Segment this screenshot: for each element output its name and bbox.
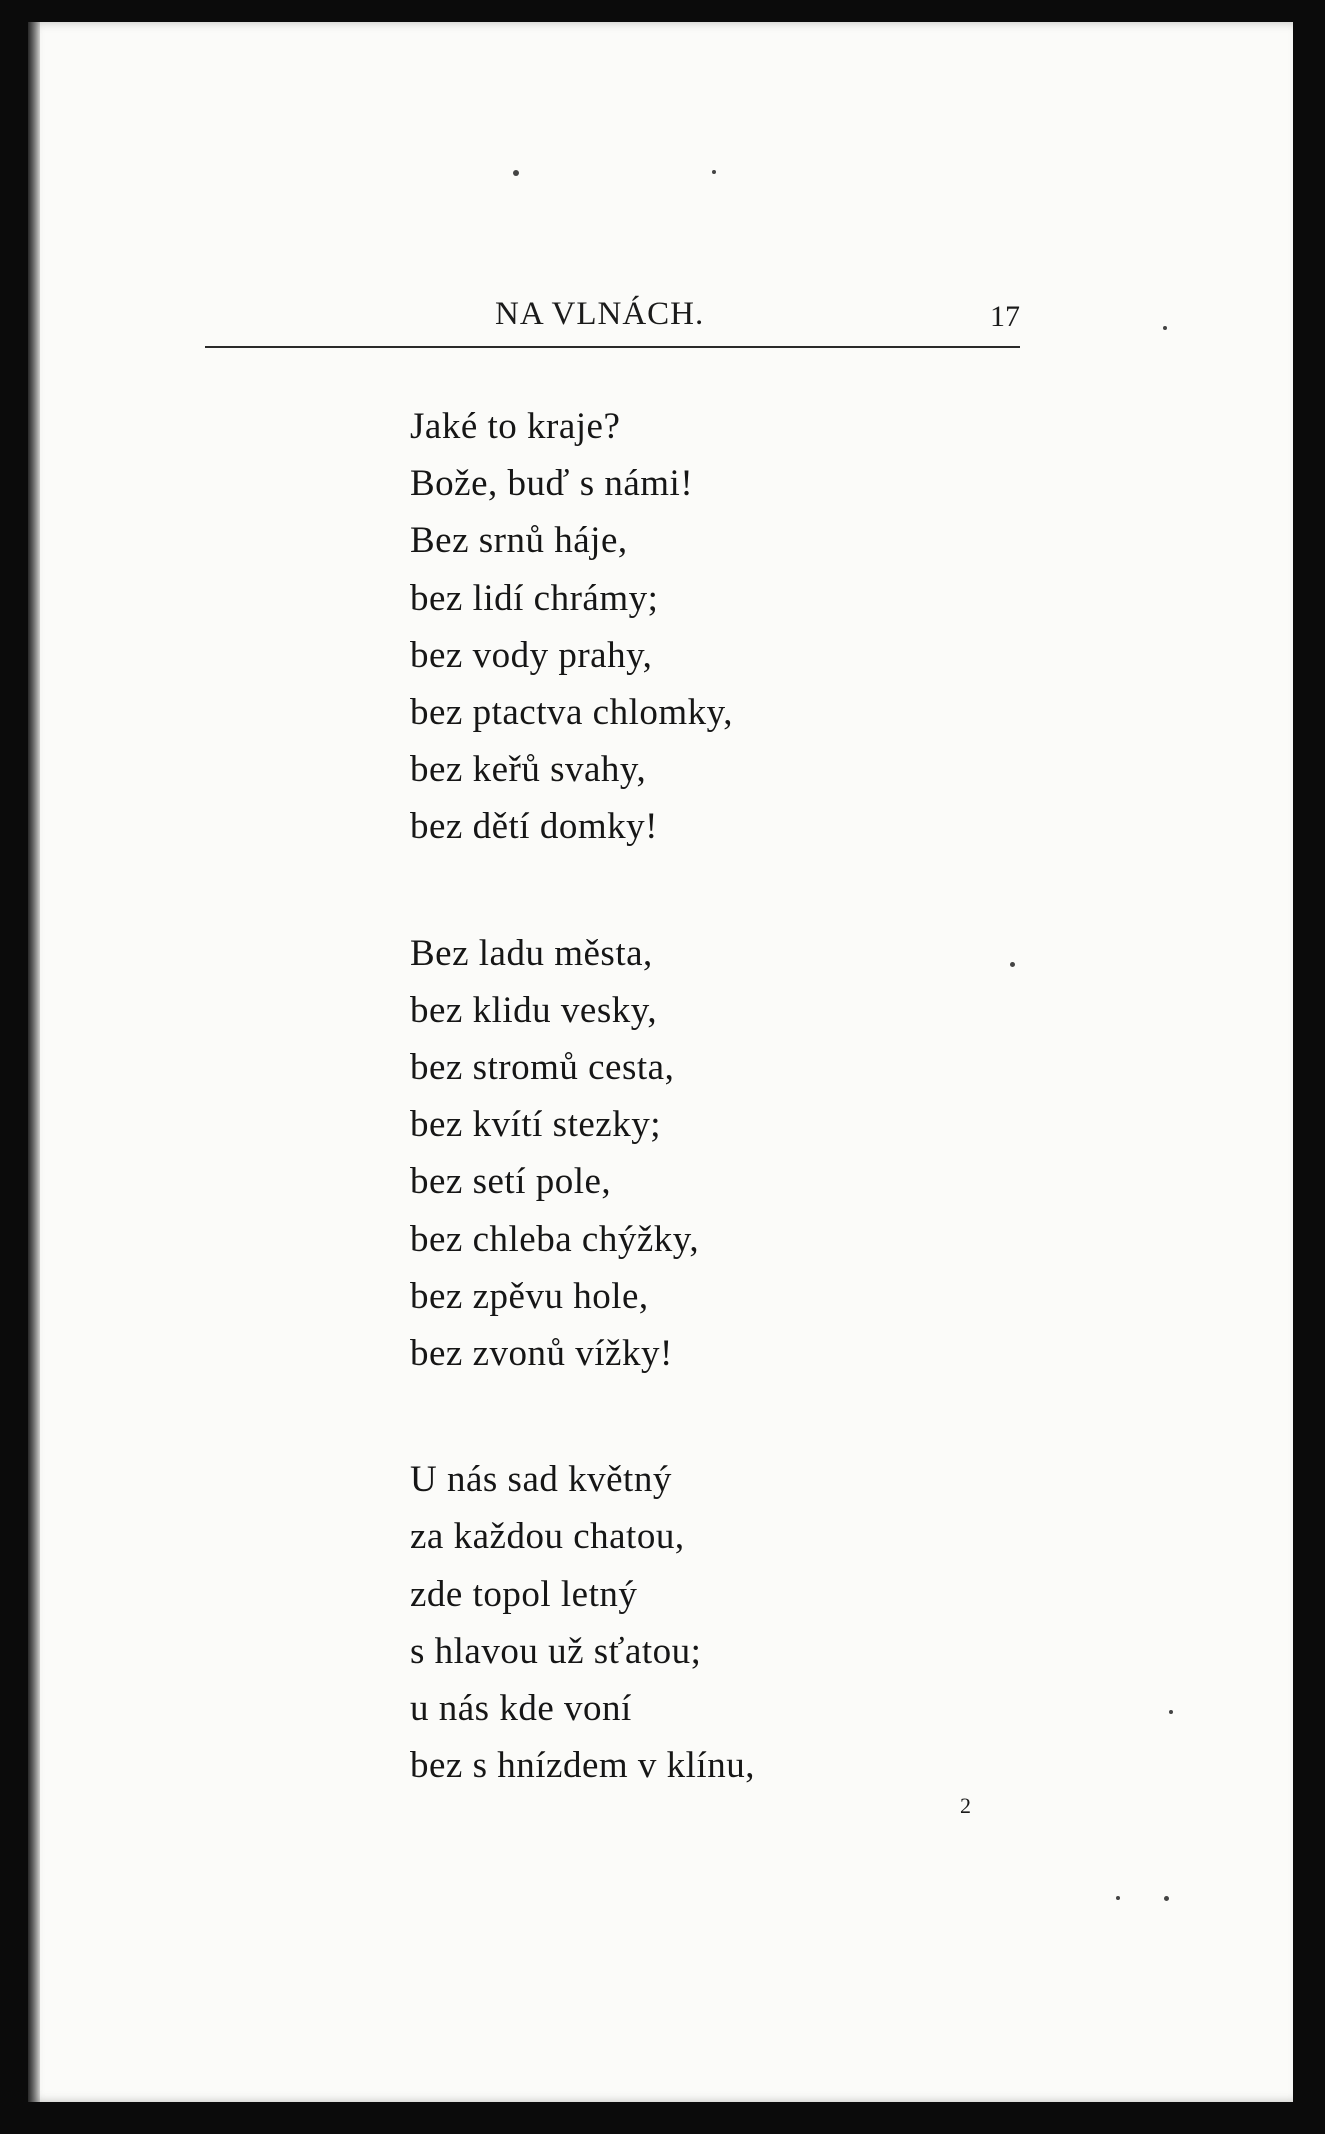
- header-rule: [205, 346, 1020, 348]
- poem-line: Bez ladu města,: [410, 932, 653, 974]
- poem-body: [410, 398, 755, 1794]
- poem-line: bez vody prahy,: [410, 634, 653, 676]
- poem-line: bez zvonů vížky!: [410, 1333, 673, 1375]
- poem-line: s hlavou už sťatou;: [410, 1630, 702, 1672]
- stanza-3: [410, 1451, 755, 1794]
- page-binding-shadow: [28, 22, 40, 2102]
- page-header: [205, 296, 1020, 348]
- poem-line: Jaké to kraje?: [410, 406, 621, 447]
- poem-line: bez klidu vesky,: [410, 989, 658, 1031]
- poem-line: bez dětí domky!: [410, 806, 658, 848]
- ink-speck: [1010, 962, 1015, 967]
- poem-line: bez keřů svahy,: [410, 749, 647, 791]
- poem-line: Bez srnů háje,: [410, 520, 628, 562]
- poem-line: u nás kde voní: [410, 1688, 632, 1730]
- stanza-1: [410, 398, 755, 856]
- poem-line: U nás sad květný: [410, 1459, 672, 1501]
- ink-speck: [1169, 1710, 1173, 1714]
- ink-speck: [712, 170, 716, 174]
- poem-line: bez zpěvu hole,: [410, 1275, 649, 1317]
- ink-speck: [1116, 1896, 1120, 1900]
- poem-line: bez s hnízdem v klínu,: [410, 1745, 755, 1787]
- ink-speck: [1164, 1896, 1169, 1901]
- ink-speck: [513, 170, 519, 176]
- poem-line: bez ptactva chlomky,: [410, 692, 734, 734]
- page-number: 17: [990, 300, 1020, 333]
- poem-line: bez chleba chýžky,: [410, 1218, 700, 1260]
- poem-line: zde topol letný: [410, 1573, 638, 1615]
- poem-line: za každou chatou,: [410, 1516, 685, 1558]
- ink-speck: [1163, 326, 1167, 330]
- signature-mark: 2: [960, 1793, 971, 1818]
- running-title: NA VLNÁCH.: [495, 296, 705, 332]
- poem-line: bez lidí chrámy;: [410, 577, 659, 619]
- poem-line: Bože, buď s námi!: [410, 463, 694, 505]
- poem-line: bez kvítí stezky;: [410, 1104, 661, 1146]
- stanza-2: [410, 925, 755, 1383]
- poem-line: bez setí pole,: [410, 1161, 612, 1203]
- poem-line: bez stromů cesta,: [410, 1047, 675, 1089]
